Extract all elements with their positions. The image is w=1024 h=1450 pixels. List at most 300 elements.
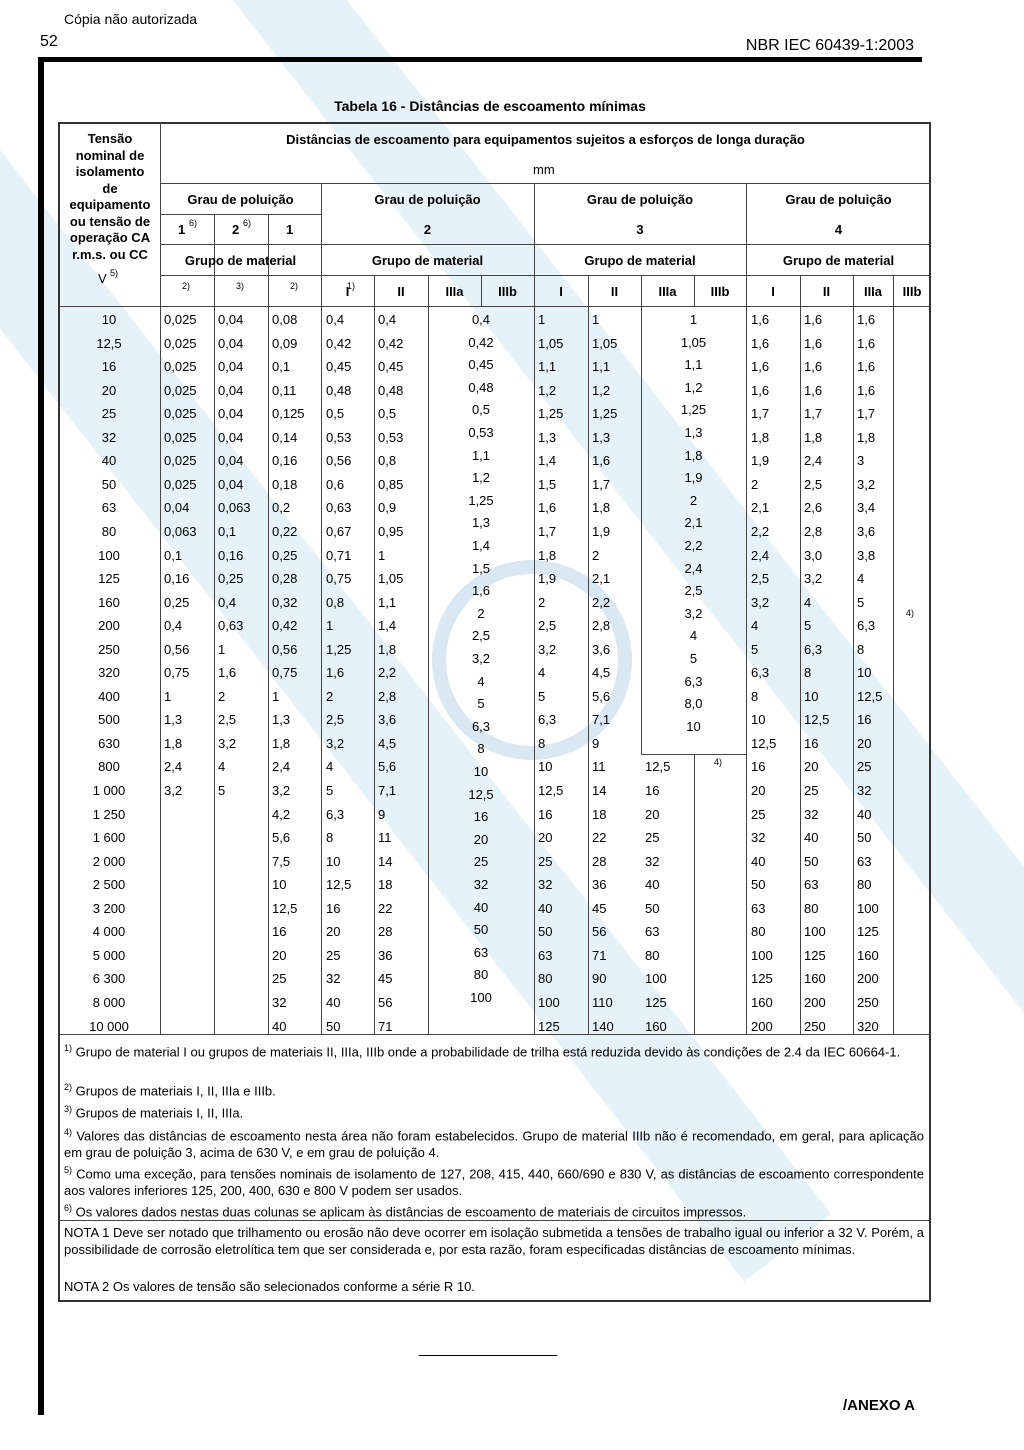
merged-cell-value: 2,2 xyxy=(684,538,703,553)
col-header-voltage-line: de xyxy=(102,180,118,196)
grid-line xyxy=(853,306,854,1034)
merged-cell-value: 1 xyxy=(689,312,698,327)
voltage-value: 2 000 xyxy=(92,853,126,869)
footnote-ref: 6) xyxy=(243,218,252,228)
grid-line xyxy=(58,1034,931,1035)
table-cell: 7,1 xyxy=(592,712,611,728)
table-cell: 1,6 xyxy=(751,382,770,398)
table-cell: 0,48 xyxy=(378,382,404,398)
voltage-value: 20 xyxy=(101,382,117,398)
table-cell: 0,04 xyxy=(164,500,190,516)
table-cell: 0,04 xyxy=(218,312,244,327)
table-cell: 2,8 xyxy=(804,523,823,539)
table-cell: 100 xyxy=(857,900,879,916)
table-cell: 0,95 xyxy=(378,523,404,539)
table-cell: 4 xyxy=(804,594,812,610)
table-cell: 1 xyxy=(164,688,172,704)
table-cell: 12,5 xyxy=(645,759,671,775)
table-cell: 1,2 xyxy=(538,382,557,398)
col-header-voltage-line: operação CA xyxy=(69,230,151,245)
merged-cell-value: 40 xyxy=(473,899,489,915)
table-cell: 1,25 xyxy=(326,641,352,657)
table-cell: 0,32 xyxy=(272,594,298,610)
table-cell: 50 xyxy=(645,900,660,916)
table-cell: 1,3 xyxy=(272,712,291,728)
table-cell: 1,8 xyxy=(378,641,397,657)
table-cell: 2,4 xyxy=(751,547,770,563)
table-cell: 0,09 xyxy=(272,335,298,351)
footnote-ref: 4) xyxy=(714,757,723,767)
table-cell: 1,8 xyxy=(592,500,611,516)
merged-cell-value: 80 xyxy=(473,967,489,983)
table-cell: 2,4 xyxy=(272,759,291,775)
table-cell: 1,3 xyxy=(538,429,557,445)
merged-cell-value: 1,9 xyxy=(684,470,703,486)
table-cell: 8 xyxy=(326,830,334,846)
table-cell: 63 xyxy=(857,853,872,869)
table-cell: 1,6 xyxy=(857,312,876,327)
table-cell: 0,42 xyxy=(378,335,404,351)
table-cell: 5 xyxy=(538,688,546,704)
table-cell: 100 xyxy=(645,971,667,987)
merged-cell-value: 3,2 xyxy=(471,651,491,666)
table-cell: 1,7 xyxy=(857,406,876,422)
grid-line xyxy=(321,275,931,276)
table-cell: 16 xyxy=(804,735,819,751)
table-cell: 10 xyxy=(751,712,766,728)
table-cell: 45 xyxy=(592,900,607,916)
merged-cell-value: 2 xyxy=(689,492,698,508)
table-cell: 22 xyxy=(378,900,393,916)
material-group-header: Grupo de material xyxy=(371,253,484,268)
table-cell: 0,8 xyxy=(326,594,345,610)
table-cell: 80 xyxy=(804,900,819,916)
table-cell: 0,04 xyxy=(218,429,244,445)
grid-line xyxy=(268,214,269,1034)
voltage-value: 100 xyxy=(98,547,120,563)
merged-cell-value: 4 xyxy=(689,628,698,644)
table-cell: 3,4 xyxy=(857,500,876,516)
table-cell: 16 xyxy=(857,712,872,728)
group-label: II xyxy=(610,284,619,299)
table-cell: 140 xyxy=(592,1018,614,1034)
voltage-value: 160 xyxy=(98,594,120,610)
pollution-degree-header: Grau de poluição xyxy=(187,192,294,207)
table-cell: 1,4 xyxy=(378,618,397,634)
table-cell: 0,28 xyxy=(272,571,298,587)
pollution-subcol-label: 1 xyxy=(178,222,186,237)
table-cell: 1,3 xyxy=(164,712,183,728)
grid-line xyxy=(160,183,931,184)
table-cell: 3,6 xyxy=(592,641,611,657)
table-cell: 32 xyxy=(857,783,872,798)
table-cell: 1,6 xyxy=(751,359,770,375)
grid-line xyxy=(160,244,931,245)
group-label: II xyxy=(822,284,831,299)
table-cell: 0,56 xyxy=(326,453,352,469)
table-cell: 2 xyxy=(326,688,334,704)
table-cell: 5 xyxy=(751,641,759,657)
table-cell: 2,1 xyxy=(592,571,611,587)
merged-cell-value: 1,25 xyxy=(468,492,494,508)
group-label: I xyxy=(771,284,775,299)
voltage-value: 3 200 xyxy=(92,900,126,916)
footnote-ref: 3) xyxy=(236,281,245,291)
footnote-text: Valores das distâncias de escoamento nesta área não foram estabelecidos. Grupo de material IIIb não é recomendado, em geral, para aplicação em grau de poluição 3, acima de 630 V, e em grau de poluição 4. xyxy=(64,1128,924,1160)
voltage-value: 2 500 xyxy=(92,877,126,893)
table-cell: 1,05 xyxy=(538,335,564,351)
grid-line xyxy=(588,306,589,1034)
merged-cell-value: 12,5 xyxy=(468,786,494,802)
copy-watermark-text: Cópia não autorizada xyxy=(64,11,198,27)
table-cell: 36 xyxy=(378,947,393,963)
table-cell: 40 xyxy=(857,806,872,822)
pollution-subcol-label: 1 xyxy=(286,222,294,237)
merged-cell-value: 1,3 xyxy=(684,425,703,440)
table-cell: 0,25 xyxy=(164,594,190,610)
table-cell: 100 xyxy=(751,947,773,963)
table-cell: 0,04 xyxy=(218,406,244,422)
merged-cell-value: 50 xyxy=(473,922,489,938)
pollution-degree-number: 4 xyxy=(834,222,843,237)
table-cell: 2,4 xyxy=(804,453,823,469)
table-cell: 3,2 xyxy=(326,735,345,751)
table-cell: 14 xyxy=(378,853,393,869)
merged-cell-value: 3,2 xyxy=(684,605,703,621)
table-cell: 50 xyxy=(857,830,872,846)
table-cell: 80 xyxy=(857,877,872,893)
table-cell: 3 xyxy=(857,453,865,469)
table-cell: 50 xyxy=(804,853,819,869)
table-cell: 10 xyxy=(272,877,287,893)
merged-cell-value: 32 xyxy=(473,877,489,892)
table-cell: 0,08 xyxy=(272,312,298,327)
table-cell: 16 xyxy=(751,759,766,775)
voltage-value: 6 300 xyxy=(92,971,126,987)
table-cell: 1,3 xyxy=(592,429,611,445)
table-cell: 0,67 xyxy=(326,523,352,539)
merged-cell-value: 0,42 xyxy=(468,334,494,350)
table-cell: 0,025 xyxy=(164,359,197,375)
group-label: IIIa xyxy=(445,284,464,299)
table-cell: 2,1 xyxy=(751,500,770,516)
table-cell: 0,16 xyxy=(218,547,244,563)
page-number: 52 xyxy=(40,33,58,50)
table-cell: 2,8 xyxy=(378,688,397,704)
table-cell: 1,6 xyxy=(218,665,237,681)
table-cell: 3,2 xyxy=(857,476,876,492)
voltage-value: 16 xyxy=(101,359,117,375)
pollution-degree-header: Grau de poluição xyxy=(785,192,892,207)
table-cell: 0,14 xyxy=(272,429,298,445)
merged-cell-value: 5 xyxy=(689,651,698,666)
footnote-ref: 2) xyxy=(290,281,299,291)
table-cell: 2,5 xyxy=(751,571,770,587)
table-cell: 0,85 xyxy=(378,476,404,492)
table-cell: 1,6 xyxy=(751,312,770,327)
table-cell: 25 xyxy=(272,971,287,987)
footnote-ref: 4) xyxy=(906,608,915,618)
table-cell: 28 xyxy=(378,924,393,940)
table-cell: 10 xyxy=(857,665,872,681)
table-cell: 20 xyxy=(804,759,819,775)
footnote-text: Como uma exceção, para tensões nominais de isolamento de 127, 208, 415, 440, 660/690 e 830 V, as distâncias de escoamento correspondente aos valores inferiores 125, 200, 400, 630 e 800 V podem ser usados. xyxy=(64,1166,924,1198)
merged-cell-value: 1,6 xyxy=(471,583,491,599)
voltage-value: 800 xyxy=(98,759,120,775)
table-cell: 1,8 xyxy=(804,429,823,445)
table-cell: 3,0 xyxy=(804,547,823,563)
table-cell: 2 xyxy=(538,594,546,610)
table-cell: 0,16 xyxy=(164,571,190,587)
table-cell: 0,025 xyxy=(164,335,197,351)
table-cell: 0,04 xyxy=(218,382,244,398)
voltage-value: 32 xyxy=(101,429,117,445)
merged-cell-value: 0,4 xyxy=(471,312,491,327)
table-cell: 0,9 xyxy=(378,500,397,516)
footnote xyxy=(64,1040,924,1061)
merged-cell-value: 0,53 xyxy=(468,425,494,440)
table-cell: 160 xyxy=(751,994,773,1010)
merged-cell-value: 1,1 xyxy=(471,447,491,463)
table-cell: 56 xyxy=(378,994,393,1010)
merged-cell-value: 10 xyxy=(473,764,489,779)
table-cell: 1,6 xyxy=(538,500,557,516)
voltage-value: 10 xyxy=(101,312,117,327)
table-cell: 2,5 xyxy=(538,618,557,634)
col-header-voltage-line: Tensão xyxy=(87,131,133,146)
table-cell: 16 xyxy=(538,806,553,822)
table-cell: 200 xyxy=(857,971,879,987)
merged-cell-value: 20 xyxy=(473,831,489,847)
merged-cell-value: 25 xyxy=(473,854,489,870)
merged-cell-value: 2,1 xyxy=(684,515,703,531)
table-cell: 11 xyxy=(378,830,392,846)
table-cell: 2 xyxy=(751,476,759,492)
table-cell: 0,56 xyxy=(272,641,298,657)
table-cell: 125 xyxy=(538,1018,560,1034)
table-cell: 45 xyxy=(378,971,393,987)
table-cell: 2,5 xyxy=(804,476,823,492)
table-cell: 0,18 xyxy=(272,476,298,492)
merged-cell-value: 2,5 xyxy=(684,583,703,599)
table-cell: 2,2 xyxy=(751,523,770,539)
table-cell: 5,6 xyxy=(272,830,291,846)
table-cell: 0,1 xyxy=(218,523,237,539)
table-cell: 0,25 xyxy=(272,547,298,563)
table-cell: 5 xyxy=(857,594,865,610)
table-cell: 32 xyxy=(751,830,766,846)
table-cell: 1 xyxy=(538,312,546,327)
table-cell: 2,5 xyxy=(218,712,237,728)
footnote-number: 5) xyxy=(64,1165,73,1175)
voltage-value: 200 xyxy=(98,618,120,634)
table-cell: 12,5 xyxy=(751,735,777,751)
table-cell: 12,5 xyxy=(272,900,298,916)
table-cell: 25 xyxy=(751,806,766,822)
table-cell: 10 xyxy=(538,759,553,775)
grid-line xyxy=(746,183,747,1034)
table-cell: 11 xyxy=(592,759,606,775)
table-cell: 160 xyxy=(804,971,826,987)
table-cell: 1,6 xyxy=(804,382,823,398)
table-cell: 1,7 xyxy=(538,523,557,539)
merged-cell-value: 10 xyxy=(686,718,701,734)
voltage-value: 8 000 xyxy=(92,994,126,1010)
table-cell: 0,42 xyxy=(272,618,298,634)
table-cell: 0,025 xyxy=(164,476,197,492)
col-header-voltage-line: equipamento xyxy=(69,197,151,212)
material-group-header: Grupo de material xyxy=(184,253,297,268)
grid-line xyxy=(374,306,375,1034)
group-label: I xyxy=(559,284,563,299)
pollution-degree-header: Grau de poluição xyxy=(586,192,694,207)
grid-line xyxy=(160,214,321,215)
table-cell: 0,63 xyxy=(326,500,352,516)
header-rule xyxy=(38,57,922,62)
table-cell: 20 xyxy=(857,735,872,751)
table-cell: 5 xyxy=(804,618,812,634)
merged-cell-value: 1,3 xyxy=(471,515,491,531)
table-cell: 20 xyxy=(272,947,287,963)
table-cell: 63 xyxy=(538,947,553,963)
pollution-subcol-label: 2 xyxy=(232,222,240,237)
table-cell: 50 xyxy=(326,1018,341,1034)
table-cell: 0,4 xyxy=(378,312,397,327)
grid-line xyxy=(214,214,215,1034)
table-cell: 0,63 xyxy=(218,618,244,634)
table-cell: 22 xyxy=(592,830,607,846)
table-cell: 0,75 xyxy=(326,571,352,587)
table-cell: 40 xyxy=(538,900,553,916)
end-rule xyxy=(419,1355,557,1356)
table-cell: 40 xyxy=(804,830,819,846)
merged-cell-value: 1,1 xyxy=(684,357,703,373)
table-cell: 0,22 xyxy=(272,523,298,539)
table-cell: 1,1 xyxy=(378,594,397,610)
voltage-value: 4 000 xyxy=(92,924,126,940)
table-cell: 1,9 xyxy=(751,453,770,469)
table-cell: 40 xyxy=(326,994,341,1010)
voltage-value: 1 000 xyxy=(92,783,126,798)
table-cell: 32 xyxy=(645,853,660,869)
next-section-link[interactable]: /ANEXO A xyxy=(843,1397,915,1414)
table-cell: 0,45 xyxy=(326,359,352,375)
table-cell: 125 xyxy=(857,924,879,940)
grid-line xyxy=(321,183,322,1034)
merged-cell-value: 5 xyxy=(477,696,485,712)
grid-line xyxy=(694,754,695,1034)
table-cell: 0,71 xyxy=(326,547,352,563)
table-cell: 4,5 xyxy=(378,735,397,751)
table-cell: 1,25 xyxy=(538,406,564,422)
table-cell: 63 xyxy=(645,924,660,940)
table-cell: 0,063 xyxy=(164,523,197,539)
table-cell: 1,8 xyxy=(538,547,557,563)
grid-line xyxy=(58,1220,931,1221)
merged-cell-value: 100 xyxy=(470,990,492,1005)
table-cell: 320 xyxy=(857,1018,879,1034)
footnote-text: Os valores dados nestas duas colunas se aplicam às distâncias de escoamento de materiais de circuitos impressos. xyxy=(72,1204,747,1220)
table-cell: 0,2 xyxy=(272,500,291,516)
footnote-ref: 1) xyxy=(347,281,356,291)
table-cell: 20 xyxy=(645,806,660,822)
table-cell: 32 xyxy=(538,877,553,893)
table-cell: 0,125 xyxy=(272,406,305,422)
table-cell: 1,1 xyxy=(592,359,611,375)
table-cell: 4 xyxy=(218,759,226,775)
grid-line xyxy=(534,183,535,1034)
table-cell: 3,6 xyxy=(857,523,876,539)
merged-cell-value: 8,0 xyxy=(684,696,703,712)
group-label: IIIb xyxy=(498,284,517,299)
table-cell: 16 xyxy=(645,783,660,798)
footnote-text: Grupos de materiais I, II, IIIa. xyxy=(72,1105,244,1121)
table-cell: 56 xyxy=(592,924,607,940)
table-cell: 16 xyxy=(272,924,287,940)
voltage-value: 400 xyxy=(98,688,120,704)
table-cell: 32 xyxy=(804,806,819,822)
table-cell: 2,6 xyxy=(804,500,823,516)
table-cell: 0,4 xyxy=(326,312,345,327)
merged-cell-value: 8 xyxy=(477,741,485,757)
table-cell: 1,8 xyxy=(751,429,770,445)
table-cell: 0,1 xyxy=(164,547,183,563)
group-label: IIIa xyxy=(658,284,677,299)
margin-rule xyxy=(38,57,44,1415)
table-cell: 0,025 xyxy=(164,312,197,327)
table-cell: 3,2 xyxy=(218,735,237,751)
table-cell: 6,3 xyxy=(538,712,557,728)
table-cell: 2 xyxy=(592,547,600,563)
voltage-value: 1 600 xyxy=(92,830,126,846)
table-cell: 1,6 xyxy=(751,335,770,351)
table-cell: 1,1 xyxy=(538,359,557,375)
merged-cell-value: 1,05 xyxy=(680,334,707,350)
table-cell: 0,75 xyxy=(272,665,298,681)
col-header-voltage-line: ou tensão de xyxy=(69,213,151,229)
group-label: IIIb xyxy=(902,284,922,299)
table-cell: 1,7 xyxy=(804,406,823,422)
table-cell: 7,1 xyxy=(378,783,397,798)
table-cell: 2,2 xyxy=(378,665,397,681)
footnote xyxy=(64,1162,924,1199)
table-cell: 6,3 xyxy=(804,641,823,657)
merged-cell-value: 6,3 xyxy=(684,673,703,689)
table-cell: 9 xyxy=(378,806,386,822)
table-cell: 1 xyxy=(218,641,226,657)
table-cell: 1 xyxy=(378,547,386,563)
table-cell: 1,2 xyxy=(592,382,611,398)
table-cell: 1,6 xyxy=(857,335,876,351)
table-cell: 1,8 xyxy=(857,429,876,445)
table-cell: 0,16 xyxy=(272,453,298,469)
voltage-value: 50 xyxy=(101,476,117,492)
footnote-text: Grupos de materiais I, II, IIIa e IIIb. xyxy=(72,1083,276,1099)
table-cell: 1,4 xyxy=(538,453,557,469)
table-cell: 36 xyxy=(592,877,607,893)
table-cell: 250 xyxy=(857,994,879,1010)
table-cell: 63 xyxy=(751,900,766,916)
table-cell: 160 xyxy=(857,947,879,963)
table-cell: 50 xyxy=(751,877,766,893)
merged-cell-value: 2,4 xyxy=(684,560,703,576)
table-cell: 0,025 xyxy=(164,406,197,422)
table-cell: 5,6 xyxy=(592,688,611,704)
table-cell: 3,2 xyxy=(751,594,770,610)
table-cell: 0,025 xyxy=(164,453,197,469)
table-cell: 0,025 xyxy=(164,382,197,398)
standard-reference: NBR IEC 60439-1:2003 xyxy=(745,37,914,54)
